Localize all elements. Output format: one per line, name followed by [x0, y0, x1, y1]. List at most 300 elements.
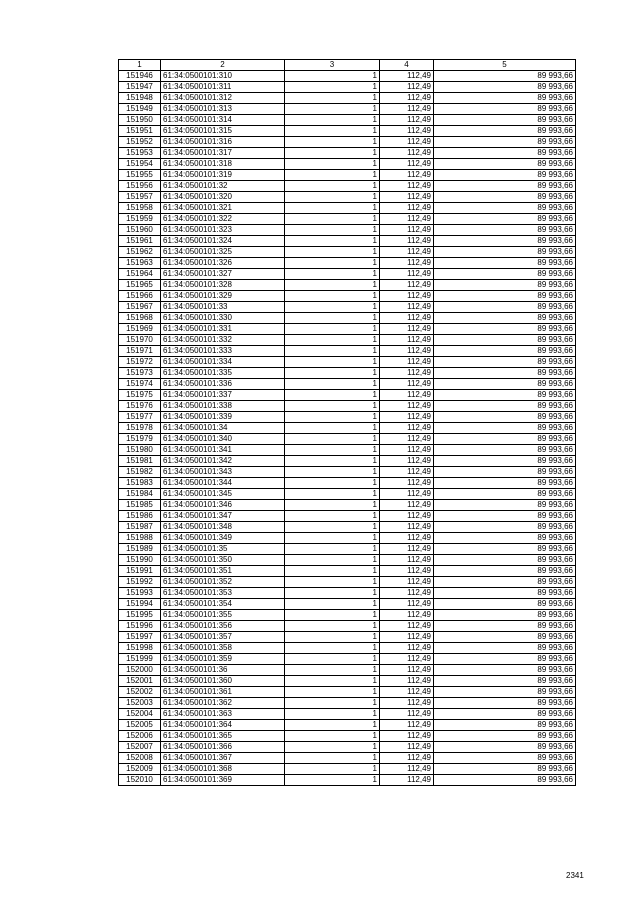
row-number-cell: 151995	[119, 610, 161, 621]
cadastral-number-cell: 61:34:0500101:358	[161, 643, 285, 654]
table-row	[119, 643, 576, 654]
value-cell: 89 993,66	[434, 588, 576, 599]
value-cell: 89 993,66	[434, 269, 576, 280]
table-body	[119, 71, 576, 786]
area-cell: 112,49	[380, 203, 434, 214]
quantity-cell: 1	[285, 445, 380, 456]
value-cell: 89 993,66	[434, 731, 576, 742]
cadastral-number-cell: 61:34:0500101:359	[161, 654, 285, 665]
row-number-cell: 151975	[119, 390, 161, 401]
value-cell: 89 993,66	[434, 236, 576, 247]
table-row	[119, 126, 576, 137]
table-row	[119, 676, 576, 687]
value-cell: 89 993,66	[434, 676, 576, 687]
table-row	[119, 720, 576, 731]
table-row	[119, 654, 576, 665]
row-number-cell: 151976	[119, 401, 161, 412]
page-number: 2341	[566, 871, 584, 880]
cadastral-number-cell: 61:34:0500101:362	[161, 698, 285, 709]
row-number-cell: 151979	[119, 434, 161, 445]
row-number-cell: 152009	[119, 764, 161, 775]
cadastral-number-cell: 61:34:0500101:339	[161, 412, 285, 423]
table-row	[119, 566, 576, 577]
value-cell: 89 993,66	[434, 775, 576, 786]
cadastral-number-cell: 61:34:0500101:35	[161, 544, 285, 555]
cadastral-number-cell: 61:34:0500101:326	[161, 258, 285, 269]
row-number-cell: 151981	[119, 456, 161, 467]
area-cell: 112,49	[380, 566, 434, 577]
area-cell: 112,49	[380, 731, 434, 742]
table-row	[119, 456, 576, 467]
cadastral-number-cell: 61:34:0500101:337	[161, 390, 285, 401]
value-cell: 89 993,66	[434, 313, 576, 324]
cadastral-number-cell: 61:34:0500101:343	[161, 467, 285, 478]
quantity-cell: 1	[285, 522, 380, 533]
quantity-cell: 1	[285, 478, 380, 489]
row-number-cell: 151956	[119, 181, 161, 192]
cadastral-number-cell: 61:34:0500101:348	[161, 522, 285, 533]
quantity-cell: 1	[285, 104, 380, 115]
column-header-1: 1	[119, 60, 161, 71]
cadastral-number-cell: 61:34:0500101:33	[161, 302, 285, 313]
quantity-cell: 1	[285, 621, 380, 632]
area-cell: 112,49	[380, 764, 434, 775]
cadastral-number-cell: 61:34:0500101:344	[161, 478, 285, 489]
table-header	[119, 60, 576, 71]
table-row	[119, 445, 576, 456]
value-cell: 89 993,66	[434, 368, 576, 379]
table-row	[119, 478, 576, 489]
table-row	[119, 104, 576, 115]
cadastral-number-cell: 61:34:0500101:327	[161, 269, 285, 280]
area-cell: 112,49	[380, 522, 434, 533]
area-cell: 112,49	[380, 643, 434, 654]
cadastral-number-cell: 61:34:0500101:355	[161, 610, 285, 621]
area-cell: 112,49	[380, 621, 434, 632]
cadastral-number-cell: 61:34:0500101:341	[161, 445, 285, 456]
value-cell: 89 993,66	[434, 478, 576, 489]
area-cell: 112,49	[380, 599, 434, 610]
cadastral-number-cell: 61:34:0500101:310	[161, 71, 285, 82]
cadastral-number-cell: 61:34:0500101:365	[161, 731, 285, 742]
quantity-cell: 1	[285, 489, 380, 500]
cadastral-number-cell: 61:34:0500101:314	[161, 115, 285, 126]
row-number-cell: 151967	[119, 302, 161, 313]
table-row	[119, 467, 576, 478]
quantity-cell: 1	[285, 291, 380, 302]
row-number-cell: 151989	[119, 544, 161, 555]
table-row	[119, 203, 576, 214]
row-number-cell: 151998	[119, 643, 161, 654]
table-row	[119, 665, 576, 676]
table-row	[119, 258, 576, 269]
register-table	[118, 59, 576, 786]
table-row	[119, 379, 576, 390]
area-cell: 112,49	[380, 170, 434, 181]
quantity-cell: 1	[285, 456, 380, 467]
cadastral-number-cell: 61:34:0500101:311	[161, 82, 285, 93]
column-header-4: 4	[380, 60, 434, 71]
value-cell: 89 993,66	[434, 104, 576, 115]
row-number-cell: 151992	[119, 577, 161, 588]
area-cell: 112,49	[380, 500, 434, 511]
area-cell: 112,49	[380, 137, 434, 148]
value-cell: 89 993,66	[434, 467, 576, 478]
value-cell: 89 993,66	[434, 258, 576, 269]
value-cell: 89 993,66	[434, 423, 576, 434]
table-row	[119, 742, 576, 753]
value-cell: 89 993,66	[434, 203, 576, 214]
value-cell: 89 993,66	[434, 192, 576, 203]
cadastral-number-cell: 61:34:0500101:351	[161, 566, 285, 577]
quantity-cell: 1	[285, 368, 380, 379]
table-row	[119, 280, 576, 291]
table-row	[119, 225, 576, 236]
row-number-cell: 151950	[119, 115, 161, 126]
row-number-cell: 151966	[119, 291, 161, 302]
row-number-cell: 151985	[119, 500, 161, 511]
cadastral-number-cell: 61:34:0500101:364	[161, 720, 285, 731]
table-row	[119, 302, 576, 313]
row-number-cell: 151947	[119, 82, 161, 93]
value-cell: 89 993,66	[434, 544, 576, 555]
column-header-3: 3	[285, 60, 380, 71]
table-row	[119, 511, 576, 522]
cadastral-number-cell: 61:34:0500101:342	[161, 456, 285, 467]
cadastral-number-cell: 61:34:0500101:320	[161, 192, 285, 203]
area-cell: 112,49	[380, 742, 434, 753]
value-cell: 89 993,66	[434, 390, 576, 401]
value-cell: 89 993,66	[434, 533, 576, 544]
cadastral-number-cell: 61:34:0500101:316	[161, 137, 285, 148]
value-cell: 89 993,66	[434, 489, 576, 500]
quantity-cell: 1	[285, 676, 380, 687]
table-row	[119, 181, 576, 192]
area-cell: 112,49	[380, 115, 434, 126]
area-cell: 112,49	[380, 434, 434, 445]
cadastral-number-cell: 61:34:0500101:357	[161, 632, 285, 643]
row-number-cell: 151978	[119, 423, 161, 434]
cadastral-number-cell: 61:34:0500101:367	[161, 753, 285, 764]
area-cell: 112,49	[380, 181, 434, 192]
row-number-cell: 151996	[119, 621, 161, 632]
row-number-cell: 151946	[119, 71, 161, 82]
quantity-cell: 1	[285, 742, 380, 753]
area-cell: 112,49	[380, 192, 434, 203]
quantity-cell: 1	[285, 753, 380, 764]
row-number-cell: 151974	[119, 379, 161, 390]
quantity-cell: 1	[285, 313, 380, 324]
quantity-cell: 1	[285, 467, 380, 478]
value-cell: 89 993,66	[434, 687, 576, 698]
value-cell: 89 993,66	[434, 82, 576, 93]
value-cell: 89 993,66	[434, 720, 576, 731]
cadastral-number-cell: 61:34:0500101:352	[161, 577, 285, 588]
row-number-cell: 152006	[119, 731, 161, 742]
cadastral-number-cell: 61:34:0500101:335	[161, 368, 285, 379]
quantity-cell: 1	[285, 434, 380, 445]
area-cell: 112,49	[380, 588, 434, 599]
value-cell: 89 993,66	[434, 335, 576, 346]
row-number-cell: 151970	[119, 335, 161, 346]
cadastral-number-cell: 61:34:0500101:332	[161, 335, 285, 346]
quantity-cell: 1	[285, 423, 380, 434]
value-cell: 89 993,66	[434, 445, 576, 456]
quantity-cell: 1	[285, 588, 380, 599]
value-cell: 89 993,66	[434, 137, 576, 148]
quantity-cell: 1	[285, 269, 380, 280]
value-cell: 89 993,66	[434, 577, 576, 588]
area-cell: 112,49	[380, 93, 434, 104]
quantity-cell: 1	[285, 555, 380, 566]
cadastral-number-cell: 61:34:0500101:368	[161, 764, 285, 775]
quantity-cell: 1	[285, 137, 380, 148]
table-row	[119, 423, 576, 434]
row-number-cell: 151960	[119, 225, 161, 236]
quantity-cell: 1	[285, 544, 380, 555]
quantity-cell: 1	[285, 709, 380, 720]
quantity-cell: 1	[285, 346, 380, 357]
area-cell: 112,49	[380, 148, 434, 159]
value-cell: 89 993,66	[434, 302, 576, 313]
area-cell: 112,49	[380, 478, 434, 489]
value-cell: 89 993,66	[434, 753, 576, 764]
table-row	[119, 368, 576, 379]
value-cell: 89 993,66	[434, 511, 576, 522]
row-number-cell: 151999	[119, 654, 161, 665]
area-cell: 112,49	[380, 104, 434, 115]
value-cell: 89 993,66	[434, 225, 576, 236]
area-cell: 112,49	[380, 467, 434, 478]
table-row	[119, 324, 576, 335]
cadastral-number-cell: 61:34:0500101:36	[161, 665, 285, 676]
quantity-cell: 1	[285, 412, 380, 423]
row-number-cell: 152000	[119, 665, 161, 676]
row-number-cell: 151958	[119, 203, 161, 214]
area-cell: 112,49	[380, 214, 434, 225]
area-cell: 112,49	[380, 82, 434, 93]
quantity-cell: 1	[285, 500, 380, 511]
quantity-cell: 1	[285, 632, 380, 643]
table-row	[119, 489, 576, 500]
area-cell: 112,49	[380, 544, 434, 555]
quantity-cell: 1	[285, 225, 380, 236]
table-row	[119, 434, 576, 445]
value-cell: 89 993,66	[434, 456, 576, 467]
table-row	[119, 577, 576, 588]
quantity-cell: 1	[285, 687, 380, 698]
area-cell: 112,49	[380, 489, 434, 500]
row-number-cell: 151968	[119, 313, 161, 324]
row-number-cell: 152003	[119, 698, 161, 709]
cadastral-number-cell: 61:34:0500101:366	[161, 742, 285, 753]
cadastral-number-cell: 61:34:0500101:318	[161, 159, 285, 170]
value-cell: 89 993,66	[434, 566, 576, 577]
value-cell: 89 993,66	[434, 93, 576, 104]
cadastral-number-cell: 61:34:0500101:354	[161, 599, 285, 610]
value-cell: 89 993,66	[434, 665, 576, 676]
table-row	[119, 709, 576, 720]
quantity-cell: 1	[285, 93, 380, 104]
table-row	[119, 533, 576, 544]
area-cell: 112,49	[380, 698, 434, 709]
row-number-cell: 151973	[119, 368, 161, 379]
quantity-cell: 1	[285, 390, 380, 401]
value-cell: 89 993,66	[434, 247, 576, 258]
cadastral-number-cell: 61:34:0500101:323	[161, 225, 285, 236]
area-cell: 112,49	[380, 390, 434, 401]
area-cell: 112,49	[380, 423, 434, 434]
cadastral-number-cell: 61:34:0500101:363	[161, 709, 285, 720]
cadastral-number-cell: 61:34:0500101:360	[161, 676, 285, 687]
cadastral-number-cell: 61:34:0500101:347	[161, 511, 285, 522]
table-row	[119, 632, 576, 643]
table-row	[119, 390, 576, 401]
table-row	[119, 313, 576, 324]
area-cell: 112,49	[380, 456, 434, 467]
value-cell: 89 993,66	[434, 599, 576, 610]
table-row	[119, 555, 576, 566]
quantity-cell: 1	[285, 599, 380, 610]
row-number-cell: 151949	[119, 104, 161, 115]
area-cell: 112,49	[380, 676, 434, 687]
cadastral-number-cell: 61:34:0500101:315	[161, 126, 285, 137]
area-cell: 112,49	[380, 335, 434, 346]
cadastral-number-cell: 61:34:0500101:34	[161, 423, 285, 434]
row-number-cell: 151957	[119, 192, 161, 203]
cadastral-number-cell: 61:34:0500101:319	[161, 170, 285, 181]
row-number-cell: 151971	[119, 346, 161, 357]
cadastral-number-cell: 61:34:0500101:334	[161, 357, 285, 368]
cadastral-number-cell: 61:34:0500101:312	[161, 93, 285, 104]
table-row	[119, 137, 576, 148]
area-cell: 112,49	[380, 610, 434, 621]
table-row	[119, 346, 576, 357]
quantity-cell: 1	[285, 698, 380, 709]
row-number-cell: 151994	[119, 599, 161, 610]
cadastral-number-cell: 61:34:0500101:333	[161, 346, 285, 357]
row-number-cell: 151955	[119, 170, 161, 181]
area-cell: 112,49	[380, 533, 434, 544]
row-number-cell: 151961	[119, 236, 161, 247]
table-row	[119, 401, 576, 412]
value-cell: 89 993,66	[434, 280, 576, 291]
quantity-cell: 1	[285, 335, 380, 346]
table-row	[119, 247, 576, 258]
table-row	[119, 170, 576, 181]
area-cell: 112,49	[380, 71, 434, 82]
value-cell: 89 993,66	[434, 291, 576, 302]
table-row	[119, 731, 576, 742]
table-row	[119, 764, 576, 775]
table-row	[119, 687, 576, 698]
value-cell: 89 993,66	[434, 610, 576, 621]
quantity-cell: 1	[285, 170, 380, 181]
quantity-cell: 1	[285, 775, 380, 786]
quantity-cell: 1	[285, 654, 380, 665]
row-number-cell: 151990	[119, 555, 161, 566]
row-number-cell: 151953	[119, 148, 161, 159]
quantity-cell: 1	[285, 214, 380, 225]
table-row	[119, 148, 576, 159]
area-cell: 112,49	[380, 720, 434, 731]
quantity-cell: 1	[285, 159, 380, 170]
value-cell: 89 993,66	[434, 654, 576, 665]
table-row	[119, 753, 576, 764]
area-cell: 112,49	[380, 555, 434, 566]
area-cell: 112,49	[380, 654, 434, 665]
area-cell: 112,49	[380, 159, 434, 170]
table-row	[119, 192, 576, 203]
value-cell: 89 993,66	[434, 555, 576, 566]
area-cell: 112,49	[380, 258, 434, 269]
table-row	[119, 775, 576, 786]
table-row	[119, 544, 576, 555]
value-cell: 89 993,66	[434, 621, 576, 632]
table-row	[119, 621, 576, 632]
value-cell: 89 993,66	[434, 742, 576, 753]
quantity-cell: 1	[285, 302, 380, 313]
area-cell: 112,49	[380, 280, 434, 291]
table-row	[119, 115, 576, 126]
cadastral-number-cell: 61:34:0500101:331	[161, 324, 285, 335]
area-cell: 112,49	[380, 412, 434, 423]
row-number-cell: 151986	[119, 511, 161, 522]
row-number-cell: 151988	[119, 533, 161, 544]
value-cell: 89 993,66	[434, 698, 576, 709]
quantity-cell: 1	[285, 324, 380, 335]
row-number-cell: 151983	[119, 478, 161, 489]
value-cell: 89 993,66	[434, 159, 576, 170]
quantity-cell: 1	[285, 610, 380, 621]
quantity-cell: 1	[285, 126, 380, 137]
cadastral-number-cell: 61:34:0500101:324	[161, 236, 285, 247]
quantity-cell: 1	[285, 533, 380, 544]
column-header-5: 5	[434, 60, 576, 71]
table-row	[119, 236, 576, 247]
area-cell: 112,49	[380, 236, 434, 247]
row-number-cell: 151984	[119, 489, 161, 500]
row-number-cell: 151948	[119, 93, 161, 104]
quantity-cell: 1	[285, 203, 380, 214]
area-cell: 112,49	[380, 379, 434, 390]
cadastral-number-cell: 61:34:0500101:361	[161, 687, 285, 698]
area-cell: 112,49	[380, 247, 434, 258]
column-header-2: 2	[161, 60, 285, 71]
value-cell: 89 993,66	[434, 500, 576, 511]
cadastral-number-cell: 61:34:0500101:336	[161, 379, 285, 390]
value-cell: 89 993,66	[434, 324, 576, 335]
row-number-cell: 151982	[119, 467, 161, 478]
cadastral-number-cell: 61:34:0500101:313	[161, 104, 285, 115]
value-cell: 89 993,66	[434, 170, 576, 181]
quantity-cell: 1	[285, 379, 380, 390]
quantity-cell: 1	[285, 181, 380, 192]
row-number-cell: 152005	[119, 720, 161, 731]
area-cell: 112,49	[380, 775, 434, 786]
row-number-cell: 152002	[119, 687, 161, 698]
row-number-cell: 152001	[119, 676, 161, 687]
value-cell: 89 993,66	[434, 379, 576, 390]
quantity-cell: 1	[285, 82, 380, 93]
quantity-cell: 1	[285, 665, 380, 676]
cadastral-number-cell: 61:34:0500101:369	[161, 775, 285, 786]
cadastral-number-cell: 61:34:0500101:32	[161, 181, 285, 192]
cadastral-number-cell: 61:34:0500101:345	[161, 489, 285, 500]
cadastral-number-cell: 61:34:0500101:325	[161, 247, 285, 258]
area-cell: 112,49	[380, 687, 434, 698]
row-number-cell: 151951	[119, 126, 161, 137]
